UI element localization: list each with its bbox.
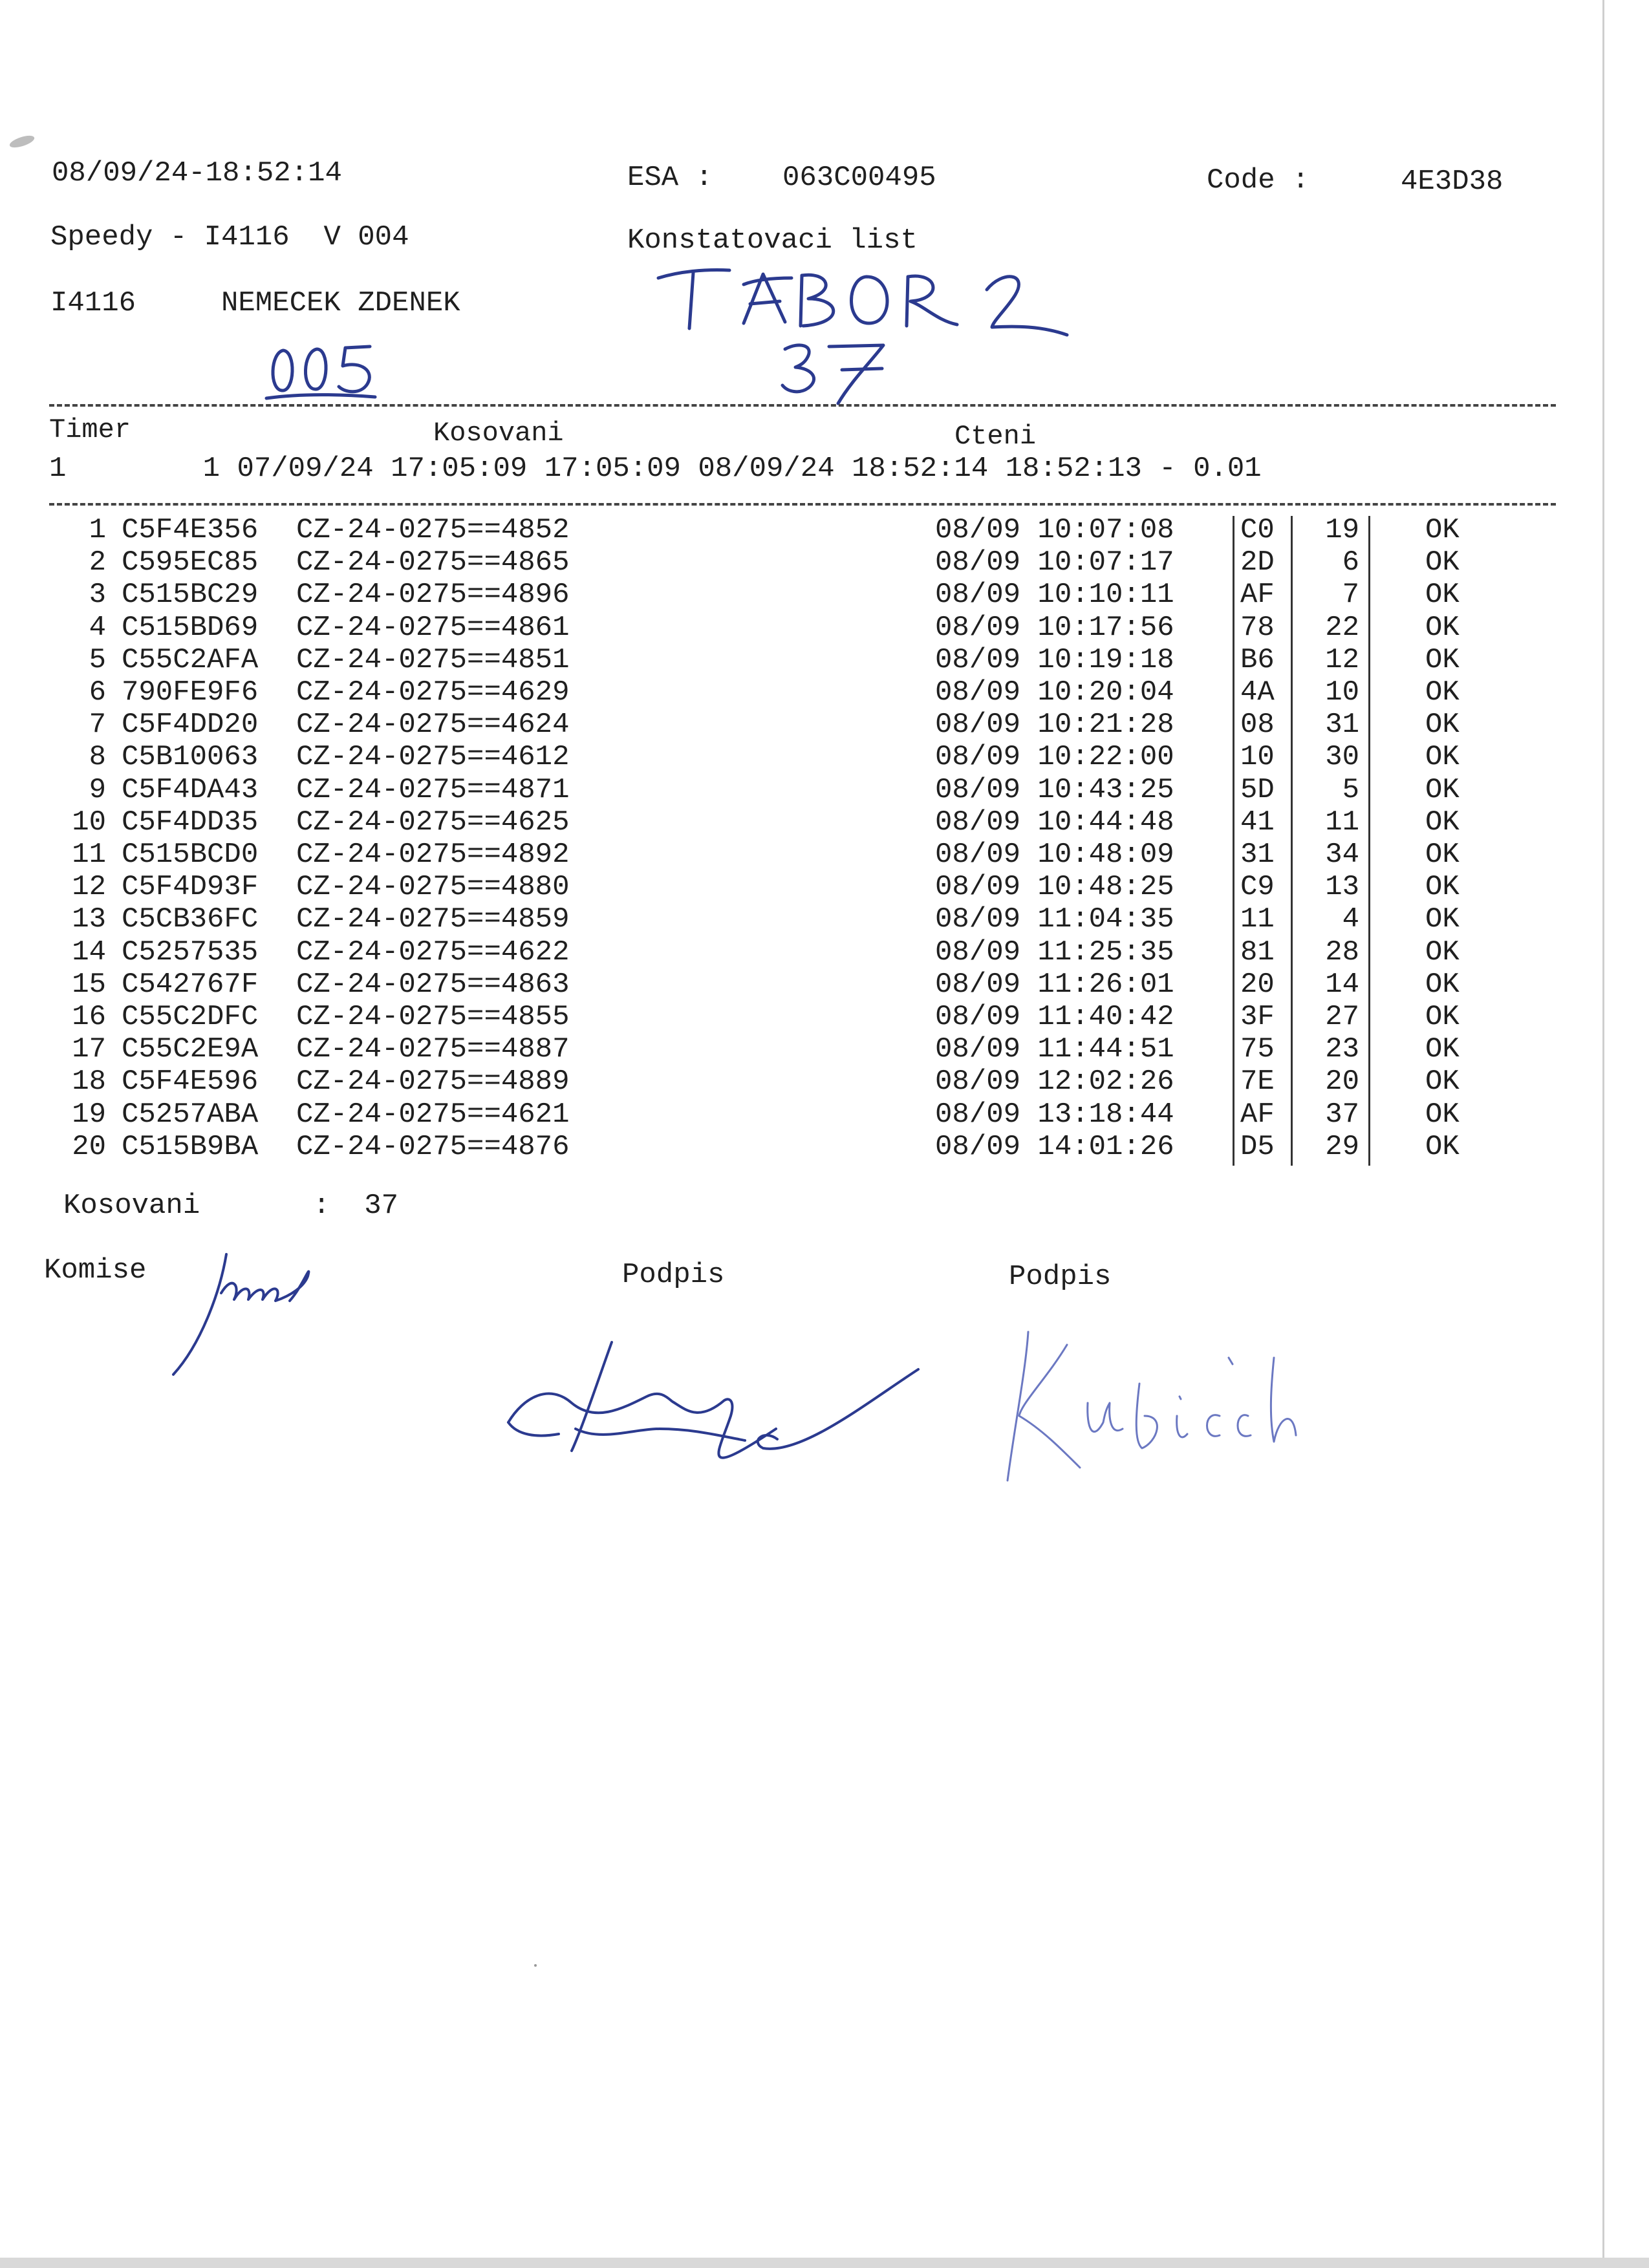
- arrival-time: 08/09 12:02:26: [935, 1065, 1174, 1098]
- row-number: 1: [89, 514, 106, 546]
- table-row: [0, 1131, 1649, 1163]
- column-divider-left: [1233, 516, 1234, 1166]
- status: OK: [1425, 806, 1460, 839]
- table-row: [0, 546, 1649, 579]
- check-code: 41: [1240, 806, 1275, 839]
- ring-number: CZ-24-0275==4855: [296, 1001, 570, 1033]
- check-code: 3F: [1240, 1001, 1275, 1033]
- rank: 4: [1342, 903, 1359, 936]
- ring-number: CZ-24-0275==4622: [296, 936, 570, 968]
- row-number: 13: [72, 903, 106, 936]
- check-code: 81: [1240, 936, 1275, 968]
- ring-number: CZ-24-0275==4851: [296, 643, 570, 676]
- table-row: [0, 1033, 1649, 1065]
- ring-number: CZ-24-0275==4863: [296, 968, 570, 1001]
- arrival-time: 08/09 10:48:25: [935, 871, 1174, 904]
- table-row: [0, 644, 1649, 676]
- row-number: 2: [89, 546, 106, 579]
- status: OK: [1425, 1001, 1460, 1033]
- table-row: [0, 871, 1649, 903]
- table-row: [0, 903, 1649, 936]
- rank: 20: [1325, 1065, 1359, 1098]
- ring-number: CZ-24-0275==4896: [296, 579, 570, 612]
- rank: 27: [1325, 1001, 1359, 1033]
- check-code: AF: [1240, 1098, 1275, 1131]
- arrival-time: 08/09 10:22:00: [935, 741, 1174, 774]
- row-number: 17: [72, 1033, 106, 1066]
- check-code: 11: [1240, 903, 1275, 936]
- esa-label: ESA :: [627, 162, 713, 194]
- row-number: 11: [72, 839, 106, 871]
- arrival-time: 08/09 10:07:08: [935, 514, 1174, 546]
- check-code: 31: [1240, 839, 1275, 871]
- document-title: Konstatovaci list: [627, 224, 918, 257]
- rank: 28: [1325, 936, 1359, 968]
- status: OK: [1425, 968, 1460, 1001]
- table-row: [0, 774, 1649, 806]
- status: OK: [1425, 773, 1460, 806]
- status: OK: [1425, 903, 1460, 936]
- status: OK: [1425, 514, 1460, 546]
- chip-id: C5257535: [122, 936, 259, 968]
- timer-label: Timer: [49, 414, 131, 445]
- ring-number: CZ-24-0275==4892: [296, 839, 570, 871]
- chip-id: C5F4DA43: [122, 773, 259, 806]
- chip-id: C55C2AFA: [122, 643, 259, 676]
- chip-id: C5F4D93F: [122, 871, 259, 904]
- owner-id: I4116: [50, 287, 136, 319]
- rank: 12: [1325, 643, 1359, 676]
- status: OK: [1425, 611, 1460, 644]
- kosovani-label: Kosovani: [63, 1190, 200, 1222]
- chip-id: C542767F: [122, 968, 259, 1001]
- check-code: D5: [1240, 1130, 1275, 1163]
- row-number: 18: [72, 1065, 106, 1098]
- owner-name: NEMECEK ZDENEK: [221, 287, 460, 319]
- table-row: [0, 936, 1649, 968]
- ring-number: CZ-24-0275==4621: [296, 1098, 570, 1131]
- status: OK: [1425, 709, 1460, 742]
- code-value: 4E3D38: [1401, 166, 1503, 198]
- check-code: 10: [1240, 741, 1275, 774]
- table-row: [0, 741, 1649, 773]
- ring-number: CZ-24-0275==4612: [296, 741, 570, 774]
- check-code: 08: [1240, 709, 1275, 742]
- ring-number: CZ-24-0275==4880: [296, 871, 570, 904]
- row-number: 6: [89, 676, 106, 709]
- chip-id: C5B10063: [122, 741, 259, 774]
- status: OK: [1425, 1098, 1460, 1131]
- status: OK: [1425, 1065, 1460, 1098]
- ring-number: CZ-24-0275==4871: [296, 773, 570, 806]
- rank: 11: [1325, 806, 1359, 839]
- table-row: [0, 1001, 1649, 1033]
- row-number: 15: [72, 968, 106, 1001]
- check-code: 2D: [1240, 546, 1275, 579]
- check-code: 78: [1240, 611, 1275, 644]
- chip-id: 790FE9F6: [122, 676, 259, 709]
- rank: 31: [1325, 709, 1359, 742]
- arrival-time: 08/09 10:19:18: [935, 643, 1174, 676]
- chip-id: C5CB36FC: [122, 903, 259, 936]
- status: OK: [1425, 839, 1460, 871]
- arrival-time: 08/09 13:18:44: [935, 1098, 1174, 1131]
- rank: 22: [1325, 611, 1359, 644]
- arrival-time: 08/09 11:44:51: [935, 1033, 1174, 1066]
- signature-podpis-2: [989, 1319, 1326, 1487]
- rank: 19: [1325, 514, 1359, 546]
- ring-number: CZ-24-0275==4629: [296, 676, 570, 709]
- chip-id: C515BCD0: [122, 839, 259, 871]
- row-number: 9: [89, 773, 106, 806]
- ring-number: CZ-24-0275==4876: [296, 1130, 570, 1163]
- check-code: B6: [1240, 643, 1275, 676]
- rank: 34: [1325, 839, 1359, 871]
- table-row: [0, 968, 1649, 1001]
- arrival-time: 08/09 10:07:17: [935, 546, 1174, 579]
- rank: 5: [1342, 773, 1359, 806]
- check-code: 75: [1240, 1033, 1275, 1066]
- status: OK: [1425, 1130, 1460, 1163]
- code-label: Code :: [1207, 164, 1310, 197]
- check-code: C0: [1240, 514, 1275, 546]
- ring-number: CZ-24-0275==4889: [296, 1065, 570, 1098]
- table-row: [0, 839, 1649, 871]
- status: OK: [1425, 579, 1460, 612]
- row-number: 14: [72, 936, 106, 968]
- status: OK: [1425, 741, 1460, 774]
- column-divider-middle: [1291, 516, 1293, 1166]
- rank: 6: [1342, 546, 1359, 579]
- rank: 23: [1325, 1033, 1359, 1066]
- table-row: [0, 1098, 1649, 1131]
- check-code: 20: [1240, 968, 1275, 1001]
- chip-id: C515BD69: [122, 611, 259, 644]
- rank: 7: [1342, 579, 1359, 612]
- rank: 10: [1325, 676, 1359, 709]
- row-number: 10: [72, 806, 106, 839]
- chip-id: C515BC29: [122, 579, 259, 612]
- rank: 30: [1325, 741, 1359, 774]
- row-number: 5: [89, 643, 106, 676]
- rank: 37: [1325, 1098, 1359, 1131]
- chip-id: C5F4E356: [122, 514, 259, 546]
- check-code: 4A: [1240, 676, 1275, 709]
- system-version: Speedy - I4116 V 004: [50, 221, 409, 253]
- table-row: [0, 612, 1649, 644]
- rank: 29: [1325, 1130, 1359, 1163]
- kosovani-header: Kosovani: [433, 418, 564, 449]
- arrival-time: 08/09 10:10:11: [935, 579, 1174, 612]
- status: OK: [1425, 676, 1460, 709]
- timer-line: 1 1 07/09/24 17:05:09 17:05:09 08/09/24 18:52:14 18:52:13 - 0.01: [49, 453, 1262, 485]
- check-code: 7E: [1240, 1065, 1275, 1098]
- table-row: [0, 1065, 1649, 1098]
- cteni-header: Cteni: [954, 421, 1037, 452]
- arrival-time: 08/09 10:21:28: [935, 709, 1174, 742]
- ring-number: CZ-24-0275==4852: [296, 514, 570, 546]
- chip-id: C5257ABA: [122, 1098, 259, 1131]
- arrival-time: 08/09 10:17:56: [935, 611, 1174, 644]
- chip-id: C5F4DD35: [122, 806, 259, 839]
- rank: 14: [1325, 968, 1359, 1001]
- podpis-label-1: Podpis: [622, 1259, 725, 1291]
- ring-number: CZ-24-0275==4865: [296, 546, 570, 579]
- arrival-time: 08/09 11:40:42: [935, 1001, 1174, 1033]
- chip-id: C55C2E9A: [122, 1033, 259, 1066]
- chip-id: C55C2DFC: [122, 1001, 259, 1033]
- column-divider-right: [1368, 516, 1370, 1166]
- print-datetime: 08/09/24-18:52:14: [52, 157, 342, 189]
- arrival-time: 08/09 10:44:48: [935, 806, 1174, 839]
- page-watermark-dot: [534, 1964, 537, 1967]
- chip-id: C5F4E596: [122, 1065, 259, 1098]
- row-number: 12: [72, 871, 106, 904]
- status: OK: [1425, 1033, 1460, 1066]
- row-number: 3: [89, 579, 106, 612]
- table-row: [0, 806, 1649, 839]
- row-number: 4: [89, 611, 106, 644]
- kosovani-total: : 37: [313, 1190, 399, 1222]
- arrival-time: 08/09 11:26:01: [935, 968, 1174, 1001]
- arrival-time: 08/09 10:43:25: [935, 773, 1174, 806]
- arrival-time: 08/09 10:48:09: [935, 839, 1174, 871]
- row-number: 16: [72, 1001, 106, 1033]
- check-code: 5D: [1240, 773, 1275, 806]
- ring-number: CZ-24-0275==4859: [296, 903, 570, 936]
- row-number: 19: [72, 1098, 106, 1131]
- ring-number: CZ-24-0275==4625: [296, 806, 570, 839]
- status: OK: [1425, 871, 1460, 904]
- status: OK: [1425, 546, 1460, 579]
- check-code: AF: [1240, 579, 1275, 612]
- podpis-label-2: Podpis: [1009, 1261, 1112, 1293]
- row-number: 20: [72, 1130, 106, 1163]
- chip-id: C595EC85: [122, 546, 259, 579]
- table-row: [0, 579, 1649, 611]
- rank: 13: [1325, 871, 1359, 904]
- status: OK: [1425, 936, 1460, 968]
- status: OK: [1425, 643, 1460, 676]
- ring-number: CZ-24-0275==4624: [296, 709, 570, 742]
- arrival-time: 08/09 11:25:35: [935, 936, 1174, 968]
- arrival-time: 08/09 14:01:26: [935, 1130, 1174, 1163]
- arrival-time: 08/09 11:04:35: [935, 903, 1174, 936]
- chip-id: C5F4DD20: [122, 709, 259, 742]
- arrival-time: 08/09 10:20:04: [935, 676, 1174, 709]
- row-number: 7: [89, 709, 106, 742]
- esa-value: 063C00495: [782, 162, 936, 194]
- check-code: C9: [1240, 871, 1275, 904]
- signature-podpis-1: [504, 1332, 925, 1493]
- chip-id: C515B9BA: [122, 1130, 259, 1163]
- ring-number: CZ-24-0275==4887: [296, 1033, 570, 1066]
- table-row: [0, 676, 1649, 709]
- komise-label: Komise: [44, 1254, 147, 1287]
- table-row: [0, 514, 1649, 546]
- signature-komise: [162, 1248, 356, 1384]
- ring-number: CZ-24-0275==4861: [296, 611, 570, 644]
- row-number: 8: [89, 741, 106, 774]
- table-row: [0, 709, 1649, 741]
